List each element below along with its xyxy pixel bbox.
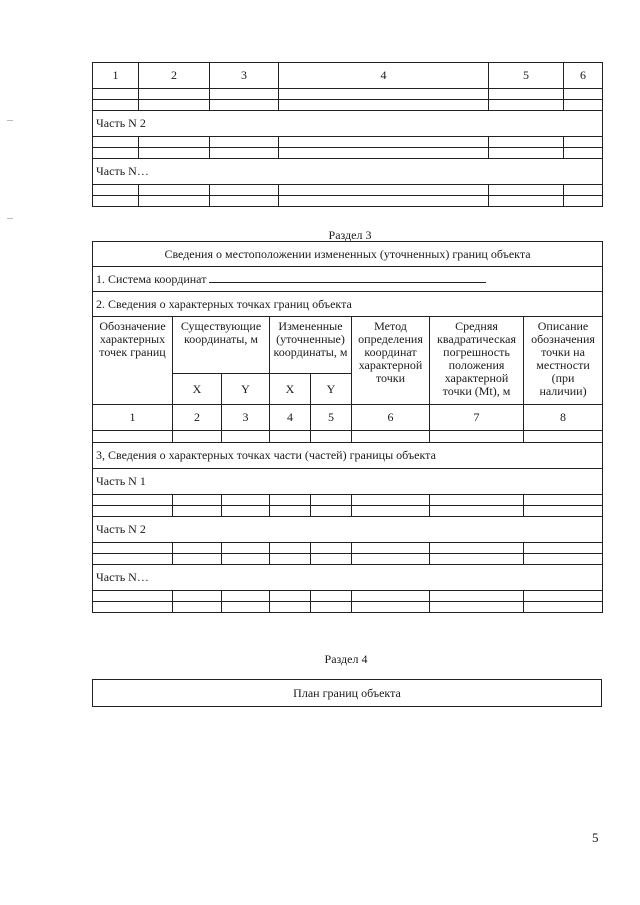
col-description: Описание обозначения точки на местности (при наличии) (524, 317, 603, 405)
existing-y: Y (222, 374, 270, 405)
part-2-label: Часть N 2 (93, 111, 603, 137)
col-header-2: 2 (139, 63, 210, 89)
table-row (93, 506, 603, 517)
existing-x: X (173, 374, 222, 405)
section-4-table (92, 679, 602, 707)
section-3-part-n-label: Часть N… (93, 565, 603, 591)
table-row (93, 100, 603, 111)
table-row (93, 185, 603, 196)
top-table (92, 62, 603, 207)
table-row (93, 89, 603, 100)
section-3-table (92, 241, 603, 613)
col-changed-coords: Измененные (уточненные) координаты, м (270, 317, 352, 374)
col-header-6: 6 (564, 63, 603, 89)
col-number-8: 8 (524, 405, 603, 431)
points-title: 2. Сведения о характерных точках границ объекта (93, 292, 603, 317)
col-method: Метод определения координат характерной точки (352, 317, 430, 405)
col-number-5: 5 (311, 405, 352, 431)
changed-x: X (270, 374, 311, 405)
section-3-title: Раздел 3 (328, 228, 372, 242)
plan-label: План границ объекта (93, 680, 602, 707)
col-existing-coords: Существующие координаты, м (173, 317, 270, 374)
table-row (93, 431, 603, 443)
col-header-3: 3 (210, 63, 279, 89)
section-4-title: Раздел 4 (324, 652, 368, 666)
coord-system-row (93, 267, 603, 292)
col-number-1: 1 (93, 405, 173, 431)
col-number-7: 7 (430, 405, 524, 431)
table-row (93, 137, 603, 148)
section-3-table-title: Сведения о местоположении измененных (уточненных) границ объекта (93, 242, 603, 267)
col-number-4: 4 (270, 405, 311, 431)
margin-mark (7, 120, 13, 121)
table-row (93, 591, 603, 602)
section-3-part-1-label: Часть N 1 (93, 469, 603, 495)
changed-y: Y (311, 374, 352, 405)
col-number-2: 2 (173, 405, 222, 431)
col-number-6: 6 (352, 405, 430, 431)
part-n-label: Часть N… (93, 159, 603, 185)
col-designation: Обозначение характерных точек границ (93, 317, 173, 405)
col-header-1: 1 (93, 63, 139, 89)
table-row (93, 495, 603, 506)
table-row (93, 602, 603, 613)
section-3-part-2-label: Часть N 2 (93, 517, 603, 543)
coord-system-label: 1. Система координат (96, 272, 207, 286)
page-number: 5 (592, 830, 599, 845)
table-row (93, 148, 603, 159)
col-header-4: 4 (279, 63, 489, 89)
parts-title: 3, Сведения о характерных точках части (частей) границы объекта (93, 443, 603, 469)
col-error: Средняя квадратическая погрешность положения характерной точки (Mt), м (430, 317, 524, 405)
table-row (93, 196, 603, 207)
table-row (93, 543, 603, 554)
col-number-3: 3 (222, 405, 270, 431)
coord-system-blank (209, 272, 486, 283)
table-row (93, 554, 603, 565)
margin-mark (7, 218, 13, 219)
col-header-5: 5 (489, 63, 564, 89)
